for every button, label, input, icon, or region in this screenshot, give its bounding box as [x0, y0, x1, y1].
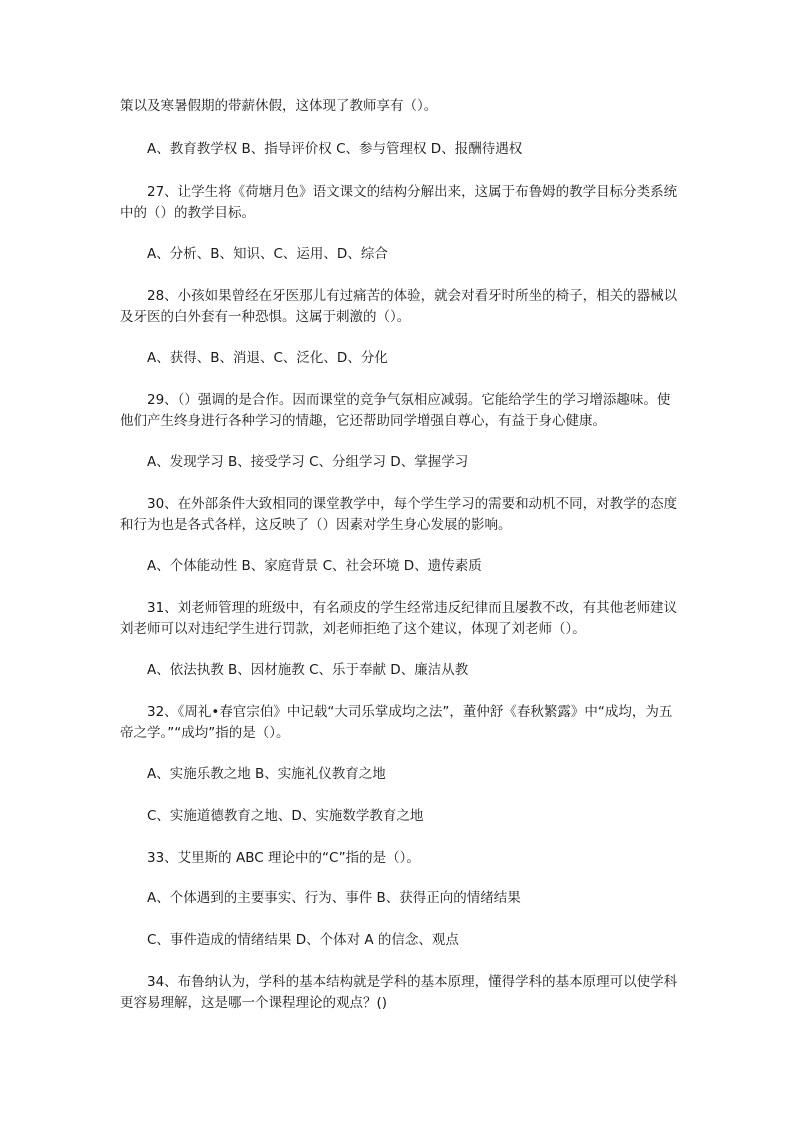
options-33-ab: A、个体遇到的主要事实、行为、事件 B、获得正向的情绪结果	[147, 890, 521, 906]
question-29: 29、（）强调的是合作。因而课堂的竞争气氛相应减弱。它能给学生的学习增添趣味。使他们产生终身进行各种学习的情趣，它还帮助同学增强自尊心，有益于身心健康。	[120, 392, 671, 429]
paragraph-26-continuation: 策以及寒暑假期的带薪休假，这体现了教师享有（）。	[120, 98, 438, 114]
question-28: 28、小孩如果曾经在牙医那儿有过痛苦的体验，就会对看牙时所坐的椅子，相关的器械以及牙医的白外套有一种恐惧。这属于刺激的（）。	[120, 288, 678, 325]
question-27: 27、让学生将《荷塘月色》语文课文的结构分解出来，这属于布鲁姆的教学目标分类系统中的（）的教学目标。	[120, 184, 678, 221]
options-30: A、个体能动性 B、家庭背景 C、社会环境 D、遗传素质	[147, 558, 482, 574]
options-28: A、获得、B、消退、C、泛化、D、分化	[147, 350, 388, 366]
options-33-cd: C、事件造成的情绪结果 D、个体对 A 的信念、观点	[147, 932, 459, 948]
question-32: 32、《周礼•春官宗伯》中记载“大司乐掌成均之法”，董仲舒《春秋繁露》中“成均，为五帝之学。”“成均”指的是（）。	[120, 704, 673, 741]
options-27: A、分析、B、知识、C、运用、D、综合	[147, 246, 388, 262]
options-32-cd: C、实施道德教育之地、D、实施数学教育之地	[147, 808, 424, 824]
question-31: 31、刘老师管理的班级中，有名顽皮的学生经常违反纪律而且屡教不改，有其他老师建议刘老师可以对违纪学生进行罚款，刘老师拒绝了这个建议，体现了刘老师（）。	[120, 600, 678, 637]
options-32-ab: A、实施乐教之地 B、实施礼仪教育之地	[147, 766, 386, 782]
options-26: A、教育教学权 B、指导评价权 C、参与管理权 D、报酬待遇权	[147, 141, 523, 157]
question-34: 34、布鲁纳认为，学科的基本结构就是学科的基本原理，懂得学科的基本原理可以使学科更容易理解，这是哪一个课程理论的观点？()	[120, 974, 678, 1011]
options-31: A、依法执教 B、因材施教 C、乐于奉献 D、廉洁从教	[147, 662, 469, 678]
options-29: A、发现学习 B、接受学习 C、分组学习 D、掌握学习	[147, 454, 469, 470]
question-30: 30、在外部条件大致相同的课堂教学中，每个学生学习的需要和动机不同，对教学的态度和行为也是各式各样，这反映了（）因素对学生身心发展的影响。	[120, 496, 678, 533]
question-33: 33、艾里斯的 ABC 理论中的“C”指的是（）。	[147, 850, 420, 866]
